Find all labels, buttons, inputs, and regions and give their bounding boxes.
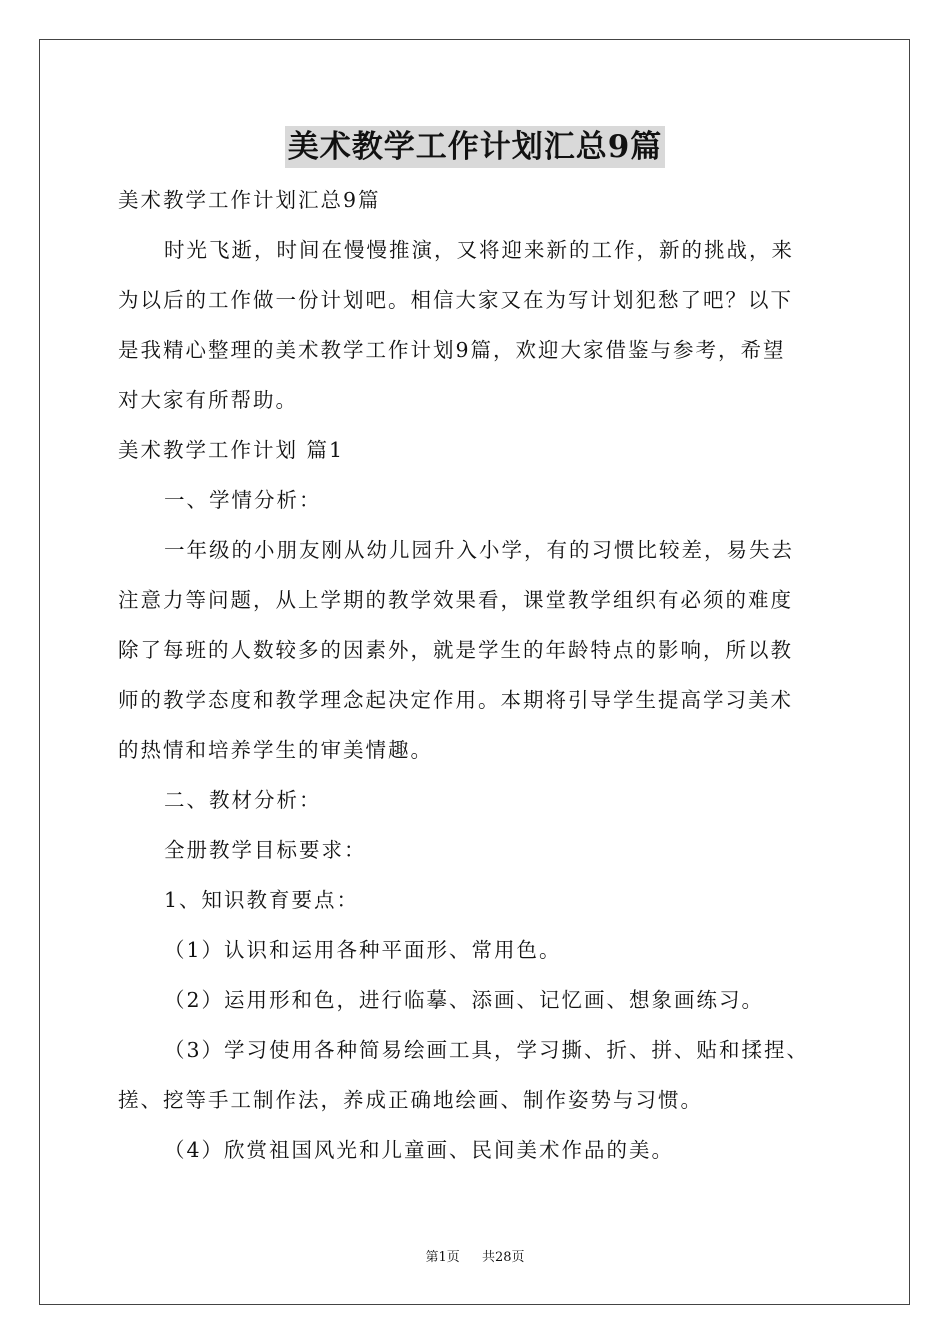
page-footer bbox=[0, 1250, 950, 1266]
paragraph-line: 为以后的工作做一份计划吧。相信大家又在为写计划犯愁了吧？以下 bbox=[118, 288, 793, 312]
list-item-continuation: 搓、挖等手工制作法，养成正确地绘画、制作姿势与习惯。 bbox=[118, 1088, 703, 1112]
section-heading: 美术教学工作计划 篇1 bbox=[118, 438, 345, 462]
paragraph-line: 全册教学目标要求： bbox=[164, 838, 367, 862]
list-item: （2）运用形和色，进行临摹、添画、记忆画、想象画练习。 bbox=[164, 988, 765, 1012]
subsection-heading: 二、教材分析： bbox=[164, 788, 322, 812]
list-item: （3）学习使用各种简易绘画工具，学习撕、折、拼、贴和揉捏、 bbox=[164, 1038, 810, 1062]
paragraph-line: 一年级的小朋友刚从幼儿园升入小学，有的习惯比较差，易失去 bbox=[164, 538, 794, 562]
paragraph-line: 的热情和培养学生的审美情趣。 bbox=[118, 738, 433, 762]
document-subtitle: 美术教学工作计划汇总9篇 bbox=[118, 188, 381, 212]
page-border bbox=[39, 39, 910, 1305]
title-container bbox=[0, 126, 950, 168]
paragraph-line: 时光飞逝，时间在慢慢推演，又将迎来新的工作，新的挑战，来 bbox=[164, 238, 794, 262]
document-title: 美术教学工作计划汇总9篇 bbox=[285, 126, 666, 168]
paragraph-line: 除了每班的人数较多的因素外，就是学生的年龄特点的影响，所以教 bbox=[118, 638, 793, 662]
paragraph-line: 是我精心整理的美术教学工作计划9篇，欢迎大家借鉴与参考，希望 bbox=[118, 338, 786, 362]
list-heading: 1、知识教育要点： bbox=[164, 888, 360, 912]
page-total: 共28页 bbox=[482, 1250, 525, 1265]
list-item: （4）欣赏祖国风光和儿童画、民间美术作品的美。 bbox=[164, 1138, 675, 1162]
paragraph-line: 师的教学态度和教学理念起决定作用。本期将引导学生提高学习美术 bbox=[118, 688, 793, 712]
paragraph-line: 注意力等问题，从上学期的教学效果看，课堂教学组织有必须的难度 bbox=[118, 588, 793, 612]
paragraph-line: 对大家有所帮助。 bbox=[118, 388, 298, 412]
page-number: 第1页 bbox=[425, 1250, 460, 1265]
list-item: （1）认识和运用各种平面形、常用色。 bbox=[164, 938, 562, 962]
subsection-heading: 一、学情分析： bbox=[164, 488, 322, 512]
